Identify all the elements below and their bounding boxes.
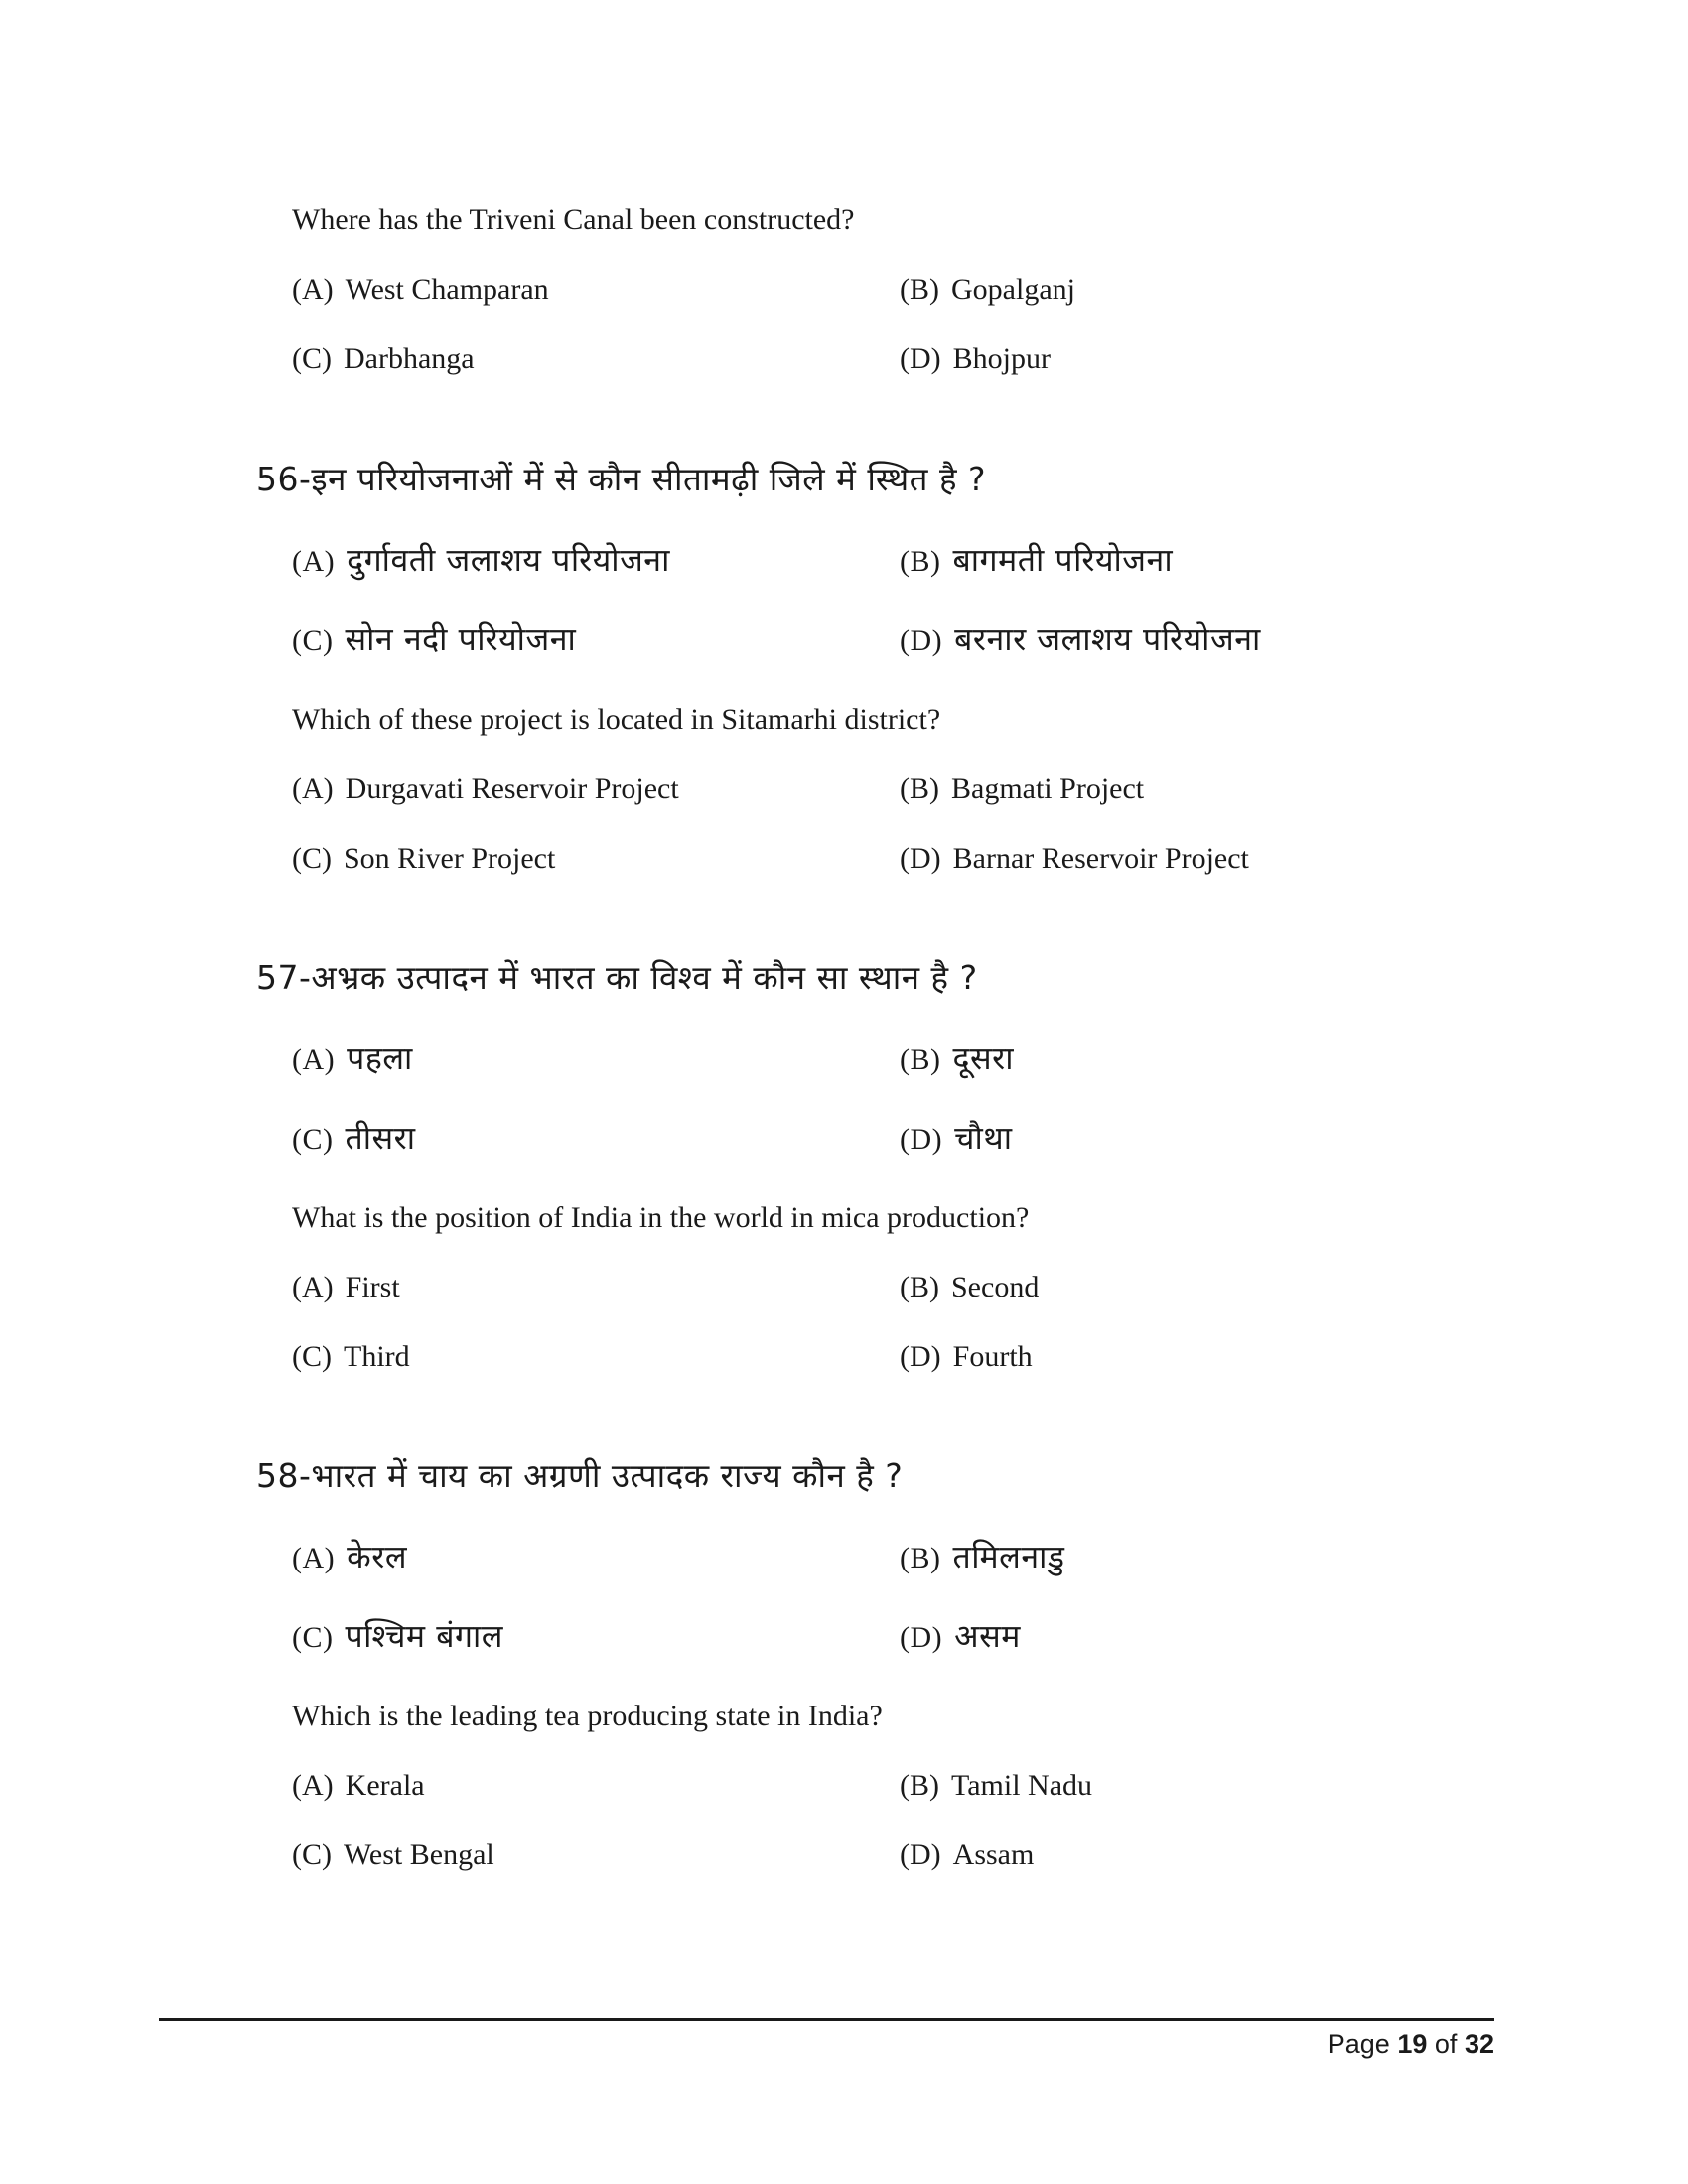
option-label: (C): [292, 1839, 332, 1871]
option-label: (B): [900, 273, 939, 306]
option-text: First: [345, 1271, 400, 1303]
option-label: (D): [900, 1839, 941, 1871]
option-label: (C): [292, 1123, 334, 1156]
option-label: (A): [292, 545, 336, 578]
question-56-hindi: 56-इन परियोजनाओं में से कौन सीतामढ़ी जिले में स्थित है ?: [256, 460, 986, 498]
option-58-b-english: [900, 1771, 1092, 1801]
option-56-b-hindi: [900, 541, 1174, 579]
option-text: Kerala: [345, 1769, 425, 1802]
option-label: (B): [900, 1271, 939, 1303]
option-text: Fourth: [952, 1340, 1033, 1373]
option-label: (D): [900, 1123, 943, 1156]
option-text: Bhojpur: [952, 342, 1051, 375]
question-56-english: Which of these project is located in Sitamarhi district?: [292, 703, 941, 736]
option-label: (A): [292, 273, 334, 306]
option-55-b-english: [900, 275, 1075, 305]
option-label: (B): [900, 772, 939, 805]
option-label: (C): [292, 624, 334, 657]
option-text: दूसरा: [952, 1039, 1015, 1077]
option-label: (B): [900, 545, 941, 578]
option-text: Son River Project: [344, 842, 556, 875]
option-text: बागमती परियोजना: [952, 541, 1174, 579]
option-label: (D): [900, 1340, 941, 1373]
option-58-d-english: [900, 1841, 1034, 1870]
option-57-a-english: [292, 1273, 400, 1302]
option-text: Second: [951, 1271, 1040, 1303]
option-58-d-hindi: [900, 1617, 1021, 1655]
option-58-c-hindi: [292, 1617, 503, 1655]
option-text: पहला: [347, 1039, 413, 1077]
option-58-a-english: [292, 1771, 425, 1801]
option-55-a-english: [292, 275, 549, 305]
option-label: (C): [292, 1340, 332, 1373]
option-57-d-hindi: [900, 1119, 1013, 1157]
option-text: तीसरा: [345, 1119, 416, 1157]
total-pages: 32: [1464, 2029, 1494, 2059]
option-56-a-hindi: [292, 541, 670, 579]
option-57-c-english: [292, 1342, 410, 1372]
option-57-b-hindi: [900, 1039, 1015, 1077]
option-56-d-english: [900, 844, 1249, 874]
question-55-english: Where has the Triveni Canal been constructed?: [292, 204, 855, 236]
option-56-a-english: [292, 774, 679, 804]
option-text: Tamil Nadu: [951, 1769, 1093, 1802]
option-label: (B): [900, 1769, 939, 1802]
option-label: (A): [292, 1769, 334, 1802]
of-word: of: [1434, 2029, 1458, 2059]
option-text: केरल: [347, 1538, 408, 1575]
option-55-d-english: [900, 344, 1051, 374]
option-text: Bagmati Project: [951, 772, 1145, 805]
option-label: (A): [292, 1043, 336, 1076]
option-label: (C): [292, 842, 332, 875]
option-label: (D): [900, 624, 943, 657]
option-text: Darbhanga: [344, 342, 475, 375]
option-text: तमिलनाडु: [952, 1538, 1065, 1575]
option-text: चौथा: [954, 1119, 1013, 1157]
option-label: (B): [900, 1542, 941, 1574]
option-text: Durgavati Reservoir Project: [345, 772, 679, 805]
option-55-c-english: [292, 344, 475, 374]
option-58-b-hindi: [900, 1538, 1065, 1575]
option-label: (A): [292, 1271, 334, 1303]
option-58-a-hindi: [292, 1538, 408, 1575]
option-label: (B): [900, 1043, 941, 1076]
footer-divider: [159, 2018, 1494, 2021]
option-text: सोन नदी परियोजना: [345, 620, 577, 658]
question-58-hindi: 58-भारत में चाय का अग्रणी उत्पादक राज्य कौन है ?: [256, 1456, 904, 1495]
option-text: West Champaran: [345, 273, 549, 306]
option-label: (D): [900, 342, 941, 375]
option-56-d-hindi: [900, 620, 1261, 658]
option-57-a-hindi: [292, 1039, 413, 1077]
option-56-c-hindi: [292, 620, 577, 658]
option-57-b-english: [900, 1273, 1039, 1302]
question-58-english: Which is the leading tea producing state in India?: [292, 1700, 883, 1732]
option-text: Barnar Reservoir Project: [952, 842, 1249, 875]
page-number: [1328, 2029, 1494, 2060]
page-word: Page: [1327, 2029, 1390, 2059]
option-label: (C): [292, 342, 332, 375]
option-58-c-english: [292, 1841, 494, 1870]
option-text: दुर्गावती जलाशय परियोजना: [347, 541, 670, 579]
option-text: पश्चिम बंगाल: [345, 1617, 503, 1655]
option-text: Assam: [952, 1839, 1035, 1871]
option-label: (A): [292, 1542, 336, 1574]
question-57-hindi: 57-अभ्रक उत्पादन में भारत का विश्व में कौन सा स्थान है ?: [256, 958, 978, 997]
option-label: (C): [292, 1621, 334, 1654]
option-text: West Bengal: [344, 1839, 494, 1871]
option-label: (A): [292, 772, 334, 805]
option-label: (D): [900, 842, 941, 875]
option-56-b-english: [900, 774, 1144, 804]
option-56-c-english: [292, 844, 555, 874]
question-57-english: What is the position of India in the world in mica production?: [292, 1201, 1030, 1234]
option-text: बरनार जलाशय परियोजना: [954, 620, 1261, 658]
current-page: 19: [1397, 2029, 1428, 2059]
option-text: असम: [954, 1617, 1021, 1655]
option-text: Gopalganj: [951, 273, 1075, 306]
option-label: (D): [900, 1621, 943, 1654]
option-text: Third: [344, 1340, 410, 1373]
option-57-c-hindi: [292, 1119, 416, 1157]
option-57-d-english: [900, 1342, 1033, 1372]
